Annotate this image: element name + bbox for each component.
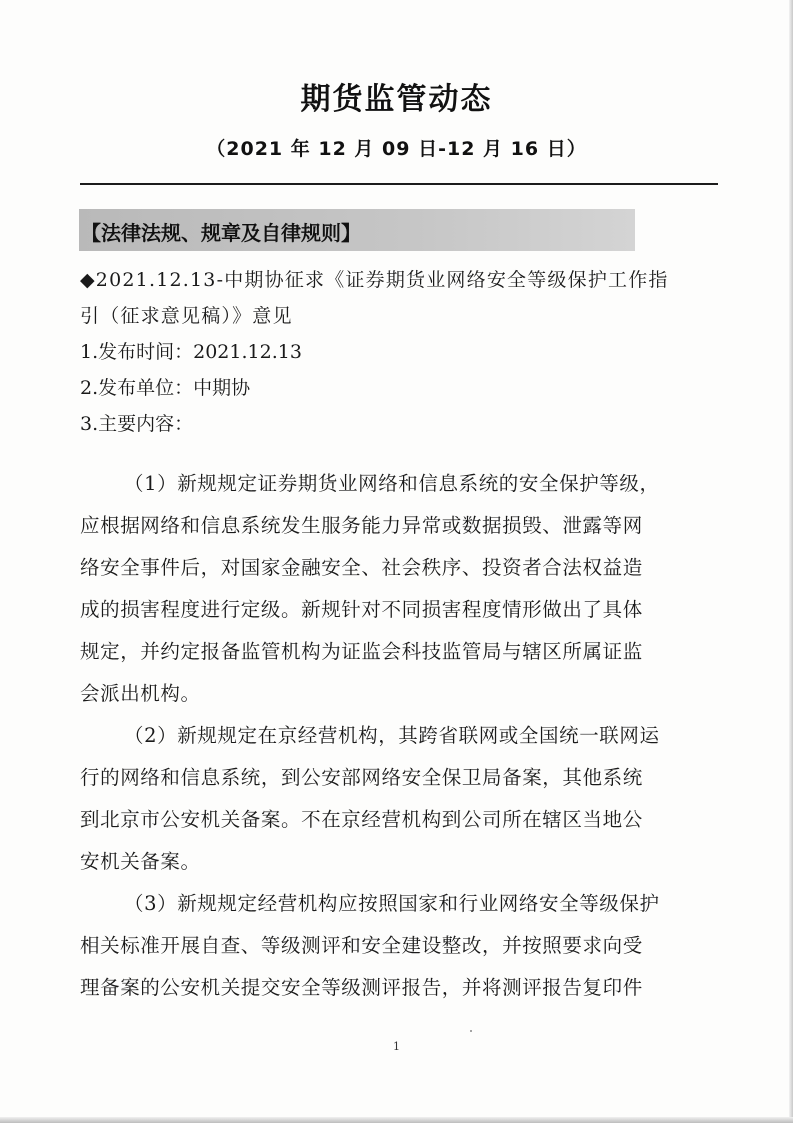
main-content-label: 3.主要内容： [80, 413, 194, 435]
publisher: 2.发布单位：中期协 [80, 377, 251, 399]
paragraph-1 [80, 463, 720, 715]
paragraph-line: 到北京市公安机关备案。不在京经营机构到公司所在辖区当地公 [80, 808, 643, 831]
paragraph-line: 规定，并约定报备监管机构为证监会科技监管局与辖区所属证监 [80, 640, 643, 663]
paragraph-line: （1）新规规定证券期货业网络和信息系统的安全保护等级， [124, 472, 660, 495]
paragraph-line: 会派出机构。 [80, 682, 201, 705]
item-headline-line-2: 引（征求意见稿）》意见 [80, 305, 293, 327]
paragraph-line: 络安全事件后，对国家金融安全、社会秩序、投资者合法权益造 [80, 556, 643, 579]
publish-time: 1.发布时间：2021.12.13 [80, 341, 302, 363]
document-title: 期货监管动态 [300, 82, 493, 117]
paragraph-line: 应根据网络和信息系统发生服务能力异常或数据损毁、泄露等网 [80, 514, 643, 537]
date-range: （2021 年 12 月 09 日-12 月 16 日） [206, 138, 587, 160]
paragraph-3 [80, 883, 720, 1009]
paragraph-line: （3）新规规定经营机构应按照国家和行业网络安全等级保护 [124, 892, 660, 915]
paragraph-2 [80, 715, 720, 883]
paragraph-line: 相关标准开展自查、等级测评和安全建设整改，并按照要求向受 [80, 934, 643, 957]
page-number: 1 [393, 1040, 400, 1053]
item-headline-line-1: ◆2021.12.13-中期协征求《证券期货业网络安全等级保护工作指 [80, 269, 669, 291]
paragraph-line: （2）新规规定在京经营机构，其跨省联网或全国统一联网运 [124, 724, 660, 747]
scan-speck [470, 1030, 472, 1032]
scan-edge-right [789, 0, 793, 1123]
paragraph-line: 行的网络和信息系统，到公安部网络安全保卫局备案，其他系统 [80, 766, 643, 789]
scan-edge-bottom [0, 1117, 793, 1123]
section-header-label: 【法律法规、规章及自律规则】 [81, 221, 361, 245]
paragraph-line: 理备案的公安机关提交安全等级测评报告，并将测评报告复印件 [80, 976, 643, 999]
paragraph-line: 安机关备案。 [80, 850, 201, 873]
title-divider [80, 183, 718, 185]
paragraph-line: 成的损害程度进行定级。新规针对不同损害程度情形做出了具体 [80, 598, 643, 621]
item-meta [80, 262, 720, 442]
section-header [79, 209, 635, 251]
